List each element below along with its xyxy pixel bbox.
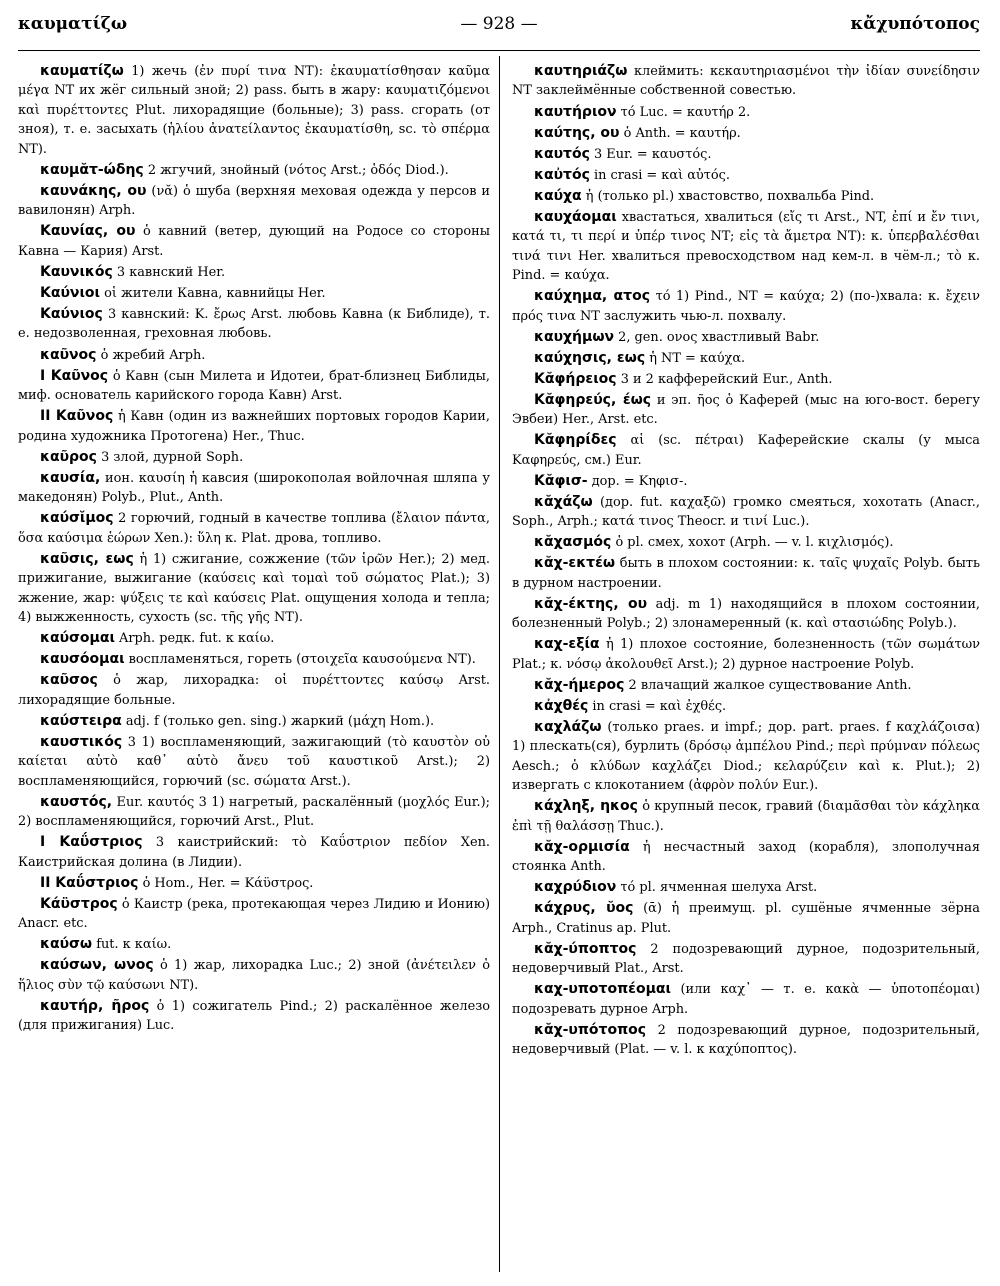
dictionary-entry bbox=[18, 935, 490, 954]
dictionary-entry bbox=[18, 161, 490, 180]
entry-headword: Καύνιος bbox=[40, 306, 103, 322]
entry-definition: ὁ Кавн (сын Милета и Идотеи, брат-близнец Библиды, миф. основатель карийского города Кавн) Arst. bbox=[18, 368, 490, 403]
entry-definition: 3 каистрийский: τὸ Καΰστριον πεδίον Xen. Каистрийская долина (в Лидии). bbox=[18, 835, 490, 870]
entry-headword: Καυνικός bbox=[40, 263, 113, 280]
entry-headword: καύσων, ωνος bbox=[40, 957, 154, 974]
entry-headword: κᾰχάζω bbox=[534, 493, 593, 510]
dictionary-entry bbox=[512, 349, 980, 368]
entry-headword: καυχήμων bbox=[534, 328, 615, 345]
entry-definition: 2 влачащий жалкое существование Anth. bbox=[628, 677, 912, 693]
entry-headword: κᾰχασμός bbox=[534, 534, 612, 551]
entry-definition: Eur. καυτός 3 1) нагретый, раскалённый (μοχλός Eur.); 2) воспламеняющийся, горючий Arst., Plut. bbox=[18, 794, 490, 830]
entry-headword: Κᾰφήρειος bbox=[534, 370, 617, 387]
entry-definition: ἡ NT = καύχα. bbox=[649, 350, 746, 366]
entry-definition: ἡ несчастный заход (корабля), злополучная стоянка Anth. bbox=[512, 839, 980, 875]
page-number: — 928 — bbox=[460, 14, 538, 34]
entry-definition: ὁ кавний (ветер, дующий на Родосе со стороны Кавна — Кария) Arst. bbox=[18, 224, 490, 259]
entry-definition: 2 подозревающий дурное, подозрительный, недоверчивый Plat., Arst. bbox=[512, 941, 980, 977]
entry-headword: κᾰχ-ήμερος bbox=[534, 676, 625, 693]
entry-headword: καύτης, ου bbox=[534, 124, 620, 141]
running-head-left: καυματίζω bbox=[18, 14, 128, 34]
entry-headword: καυσόομαι bbox=[40, 651, 125, 668]
entry-definition: ἡ Кавн (один из важнейших портовых городов Карии, родина художника Протогена) Her., Thuc. bbox=[18, 409, 490, 444]
entry-definition: воспламеняться, гореть (στοιχεῖα καυσούμενα NT). bbox=[128, 652, 476, 668]
entry-definition: 2, gen. ονος хвастливый Babr. bbox=[618, 329, 820, 345]
dictionary-entry bbox=[512, 878, 980, 897]
entry-definition: fut. к καίω. bbox=[96, 937, 172, 953]
dictionary-entry bbox=[512, 328, 980, 347]
entry-definition: τό 1) Pind., NT = καύχα; 2) (по-)хвала: κ. ἔχειν πρός τινα NT заслужить чью-л. похвалу. bbox=[512, 289, 980, 324]
entry-headword: Κᾰφηρεύς, έως bbox=[534, 391, 652, 408]
entry-headword: καυτός bbox=[534, 145, 590, 162]
entry-definition: ὁ жар, лихорадка: οἱ πυρέττοντες καύσῳ Arst. лихорадящие больные. bbox=[18, 673, 490, 708]
dictionary-entry bbox=[512, 62, 980, 101]
entry-definition: ὁ крупный песок, гравий (διαμᾶσθαι τὸν κάχληκα ἐπὶ τῇ θαλάσσῃ Thuc.). bbox=[512, 799, 980, 834]
dictionary-entry bbox=[512, 103, 980, 122]
entry-definition: 3 кавнский Her. bbox=[116, 264, 226, 280]
entry-headword: Καύνιοι bbox=[40, 284, 100, 301]
dictionary-entry bbox=[18, 733, 490, 791]
dictionary-entry bbox=[512, 697, 980, 716]
entry-definition: οἱ жители Кавна, кавнийцы Her. bbox=[104, 285, 326, 301]
dictionary-entry bbox=[18, 895, 490, 934]
dictionary-entry bbox=[512, 166, 980, 185]
entry-definition: ион. καυσίη ἡ кавсия (широкополая войлочная шляпа у македонян) Polyb., Plut., Anth. bbox=[18, 470, 490, 506]
left-column bbox=[18, 62, 490, 1274]
dictionary-entry bbox=[18, 650, 490, 669]
entry-headword: καύσομαι bbox=[40, 630, 115, 646]
entry-definition: ἡ (только pl.) хвастовство, похвальба Pind. bbox=[585, 188, 875, 204]
entry-headword: II Καΰστριος bbox=[40, 874, 139, 891]
dictionary-entry bbox=[512, 838, 980, 877]
entry-definition: τό pl. ячменная шелуха Arst. bbox=[620, 880, 818, 896]
dictionary-entry bbox=[512, 391, 980, 430]
dictionary-entry bbox=[18, 671, 490, 710]
entry-definition: (дор. fut. καχαξῶ) громко смеяться, хохотать (Anacr., Soph., Arph.; κατά τινος Theocr. и τινί Luc.). bbox=[512, 494, 980, 530]
entry-definition: (только praes. и impf.; дор. part. praes. f καχλάζοισα) 1) плескать(ся), бурлить (δρόσῳ ἀμπέλου Pind.; περὶ πρύμναν πόλεως Aesch.; ὁ κλύδων καχλάζει Diod.; κελαρύζειν καὶ κ. Plut.); 2) извергать с клокотанием (ἀφρὸν πολύν Eur.). bbox=[512, 719, 980, 794]
dictionary-entry bbox=[512, 472, 980, 491]
dictionary-entry bbox=[18, 997, 490, 1036]
entry-headword: καυσία, bbox=[40, 469, 101, 486]
dictionary-entry bbox=[512, 124, 980, 143]
entry-headword: κάχρυς, ῠος bbox=[534, 900, 634, 917]
entry-definition: 3 1) воспламеняющий, зажигающий (τὸ καυστὸν οὐ καίεται αὐτὸ καθ᾽ αὑτὸ ἄνευ τοῦ καυστικοῦ Arst.); 2) воспламеняющийся, горючий (sc. σώματα Arst.). bbox=[18, 734, 490, 789]
dictionary-entry bbox=[512, 187, 980, 206]
dictionary-entry bbox=[18, 367, 490, 406]
entry-headword: καυτήρ, ῆρος bbox=[40, 997, 150, 1014]
dictionary-entry bbox=[512, 940, 980, 979]
entry-definition: 2 жгучий, знойный (νότος Arst.; ὁδός Diod.). bbox=[147, 162, 449, 178]
dictionary-entry bbox=[18, 448, 490, 467]
dictionary-entry bbox=[512, 145, 980, 164]
entry-headword: κᾰχ-υπότοπος bbox=[534, 1021, 647, 1038]
entry-definition: adj. m 1) находящийся в плохом состоянии, болезненный Polyb.; 2) злонамеренный (κ. καὶ στασιώδης Polyb.). bbox=[512, 596, 980, 632]
entry-headword: καυνάκης, ου bbox=[40, 182, 147, 199]
entry-definition: 2 горючий, годный в качестве топлива (ἔλαιον πάντα, ὅσα καύσιμα ἑώρων Xen.): ὕλη κ. Plat. дрова, топливо. bbox=[18, 511, 490, 546]
entry-headword: καυτήριον bbox=[534, 103, 617, 120]
entry-definition: Arph. редк. fut. к καίω. bbox=[119, 631, 275, 646]
dictionary-entry bbox=[18, 874, 490, 893]
entry-definition: ὁ 1) сожигатель Pind.; 2) раскалённое железо (для прижигания) Luc. bbox=[18, 998, 490, 1034]
entry-headword: καύστειρα bbox=[40, 712, 122, 729]
dictionary-entry bbox=[512, 287, 980, 326]
entry-headword: καυχάομαι bbox=[534, 208, 617, 225]
entry-definition: ἡ 1) плохое состояние, болезненность (τῶν σωμάτων Plat.; κ. νόσῳ ἀκολουθεῖ Arst.); 2) дурное настроение Polyb. bbox=[512, 637, 980, 672]
entry-definition: in crasi = καὶ ἐχθές. bbox=[592, 698, 727, 714]
entry-headword: καχ-εξία bbox=[534, 636, 600, 653]
dictionary-entry bbox=[18, 263, 490, 282]
entry-headword: Κάϋστρος bbox=[40, 895, 118, 912]
entry-definition: 3 и 2 кафферейский Eur., Anth. bbox=[620, 371, 833, 387]
entry-headword: καχλάζω bbox=[534, 718, 602, 735]
entry-headword: I Καῦνος bbox=[40, 367, 109, 384]
entry-headword: κάχληξ, ηκος bbox=[534, 798, 638, 815]
entry-headword: II Καῦνος bbox=[40, 408, 114, 425]
dictionary-entry bbox=[512, 635, 980, 674]
dictionary-entry bbox=[512, 1021, 980, 1060]
entry-headword: καύσω bbox=[40, 936, 93, 953]
entry-definition: (или καχ᾽ — т. е. κακὰ — ὑποτοπέομαι) подозревать дурное Arph. bbox=[512, 982, 980, 1017]
dictionary-entry bbox=[18, 469, 490, 508]
entry-headword: I Καΰστριος bbox=[40, 834, 143, 851]
entry-headword: καύχημα, ατος bbox=[534, 288, 651, 305]
dictionary-entry bbox=[18, 182, 490, 221]
entry-definition: (ᾱ) ἡ преимущ. pl. сушёные ячменные зёрна Arph., Cratinus ap. Plut. bbox=[512, 901, 980, 936]
entry-headword: κᾰχ-έκτης, ου bbox=[534, 595, 648, 612]
header-rule bbox=[18, 50, 980, 51]
entry-definition: adj. f (только gen. sing.) жаркий (μάχη Hom.). bbox=[125, 713, 435, 729]
entry-headword: καυτηριάζω bbox=[534, 63, 628, 79]
entry-headword: καῦσος bbox=[40, 672, 98, 689]
entry-definition: хвастаться, хвалиться (εἴς τι Arst., NT, ἐπί и ἔν τινι, κατά τι, τι περί и ὑπέρ τινος NT; εἰς τὰ ἄμετρα NT): κ. ὑπερβαλέσθαι τινά τινι Her. хвалиться превосходством над кем-л. в чём-л.; τὸ κ. Pind. = καύχα. bbox=[512, 209, 980, 284]
dictionary-entry bbox=[512, 718, 980, 796]
entry-headword: καυματίζω bbox=[40, 63, 124, 79]
entry-headword: καχ-υποτοπέομαι bbox=[534, 981, 671, 998]
entry-definition: ὁ 1) жар, лихорадка Luc.; 2) зной (ἀνέτειλεν ὁ ἥλιος σὺν τῷ καύσωνι NT). bbox=[18, 958, 490, 993]
dictionary-entry bbox=[18, 222, 490, 261]
entry-definition: клеймить: κεκαυτηριασμένοι τὴν ἰδίαν συνείδησιν NT заклеймённые собственной совестью. bbox=[512, 64, 980, 99]
entry-definition: τό Luc. = καυτήρ 2. bbox=[620, 104, 751, 120]
dictionary-entry bbox=[18, 346, 490, 365]
dictionary-entry bbox=[18, 407, 490, 446]
dictionary-entry bbox=[18, 305, 490, 344]
entry-headword: καυμᾰτ-ώδης bbox=[40, 161, 144, 178]
entry-headword: καῦνος bbox=[40, 346, 97, 363]
dictionary-entry bbox=[512, 493, 980, 532]
entry-definition: быть в плохом состоянии: κ. ταῖς ψυχαῖς Polyb. быть в дурном настроении. bbox=[512, 556, 980, 591]
entry-definition: in crasi = καὶ αὐτός. bbox=[593, 167, 730, 183]
running-head-right: κἄχυπότοπος bbox=[850, 14, 980, 34]
entry-headword: καύχησις, εως bbox=[534, 349, 646, 366]
dictionary-entry bbox=[512, 554, 980, 593]
entry-headword: Κᾰφισ- bbox=[534, 472, 588, 489]
dictionary-entry bbox=[512, 208, 980, 286]
entry-headword: καυστικός bbox=[40, 733, 123, 750]
entry-headword: καύχα bbox=[534, 187, 582, 204]
entry-headword: Καυνίας, ου bbox=[40, 223, 136, 240]
entry-headword: κᾰχ-ύποπτος bbox=[534, 940, 637, 957]
entry-headword: καὐτός bbox=[534, 166, 590, 183]
dictionary-entry bbox=[512, 980, 980, 1019]
entry-headword: καῦσις, εως bbox=[40, 550, 134, 567]
dictionary-entry bbox=[512, 370, 980, 389]
entry-definition: 3 кавнский: Κ. ἔρως Arst. любовь Кавна (к Библиде), т. е. недозволенная, греховная любовь. bbox=[18, 307, 490, 342]
entry-headword: καῦρος bbox=[40, 448, 97, 465]
entry-definition: ὁ жребий Arph. bbox=[100, 347, 206, 363]
entry-headword: καύσῐμος bbox=[40, 510, 114, 527]
dictionary-entry bbox=[18, 712, 490, 731]
entry-headword: καυστός, bbox=[40, 793, 113, 810]
dictionary-entry bbox=[18, 793, 490, 832]
dictionary-entry bbox=[512, 676, 980, 695]
dictionary-entry bbox=[18, 956, 490, 995]
dictionary-entry bbox=[18, 284, 490, 303]
entry-headword: κᾰχ-εκτέω bbox=[534, 555, 616, 572]
entry-definition: ὁ Anth. = καυτήρ. bbox=[623, 125, 741, 141]
page-header bbox=[18, 14, 980, 42]
dictionary-entry bbox=[512, 533, 980, 552]
dictionary-entry bbox=[512, 431, 980, 470]
entry-definition: (νᾰ) ὁ шуба (верхняя меховая одежда у персов и вавилонян) Arph. bbox=[18, 183, 490, 219]
entry-definition: и эп. ῆος ὁ Каферей (мыс на юго-вост. берегу Эвбеи) Her., Arst. etc. bbox=[512, 392, 980, 428]
entry-headword: κἀχθές bbox=[534, 697, 589, 714]
dictionary-entry bbox=[18, 509, 490, 548]
entry-headword: κᾰχ-ορμισία bbox=[534, 838, 630, 855]
entry-definition: дор. = Κηφισ-. bbox=[591, 473, 688, 489]
entry-headword: Κᾰφηρίδες bbox=[534, 432, 617, 449]
right-column bbox=[512, 62, 980, 1274]
dictionary-entry bbox=[18, 550, 490, 628]
entry-definition: 1) жечь (ἐν πυρί τινα NT): ἐκαυματίσθησαν καῦμα μέγα NT их жёг сильный зной; 2) pass. быть в жару: καυματιζόμενοι καὶ πυρέττοντες Plut. лихорадящие (больные); 3) pass. сгорать (от зноя), т. е. засыхать (ἡλίου ἀνατείλαντος ἐκαυματίσθη, sc. τὸ σπέρμα NT). bbox=[18, 64, 490, 157]
dictionary-entry bbox=[18, 62, 490, 159]
dictionary-entry bbox=[512, 595, 980, 634]
dictionary-entry bbox=[512, 899, 980, 938]
entry-definition: ὁ Hom., Her. = Κάϋστρος. bbox=[142, 875, 314, 891]
entry-definition: ἡ 1) сжигание, сожжение (τῶν ἱρῶν Her.); 2) мед. прижигание, выжигание (καύσεις καὶ τομαὶ τοῦ σώματος Plat.); 3) жжение, жар: ψύξεις τε καὶ καύσεις Plat. ощущения холода и тепла; 4) выжженность, сухость (sc. τῆς γῆς NT). bbox=[18, 551, 490, 625]
entry-headword: καχρύδιον bbox=[534, 879, 617, 896]
entry-definition: ὁ Каистр (река, протекающая через Лидию и Ионию) Anacr. etc. bbox=[18, 896, 490, 932]
entry-definition: 2 подозревающий дурное, подозрительный, недоверчивый (Plat. — v. l. к καχύποπτος). bbox=[512, 1022, 980, 1058]
column-divider bbox=[499, 56, 500, 1272]
dictionary-entry bbox=[18, 833, 490, 872]
entry-definition: 3 Eur. = καυστός. bbox=[593, 146, 712, 162]
dictionary-entry bbox=[512, 797, 980, 836]
dictionary-entry bbox=[18, 629, 490, 648]
entry-definition: 3 злой, дурной Soph. bbox=[101, 449, 244, 465]
entry-definition: αἱ (sc. πέτραι) Каферейские скалы (у мыса Καφηρεύς, см.) Eur. bbox=[512, 433, 980, 468]
entry-definition: ὁ pl. смех, хохот (Arph. — v. l. κιχλισμός). bbox=[615, 535, 894, 551]
